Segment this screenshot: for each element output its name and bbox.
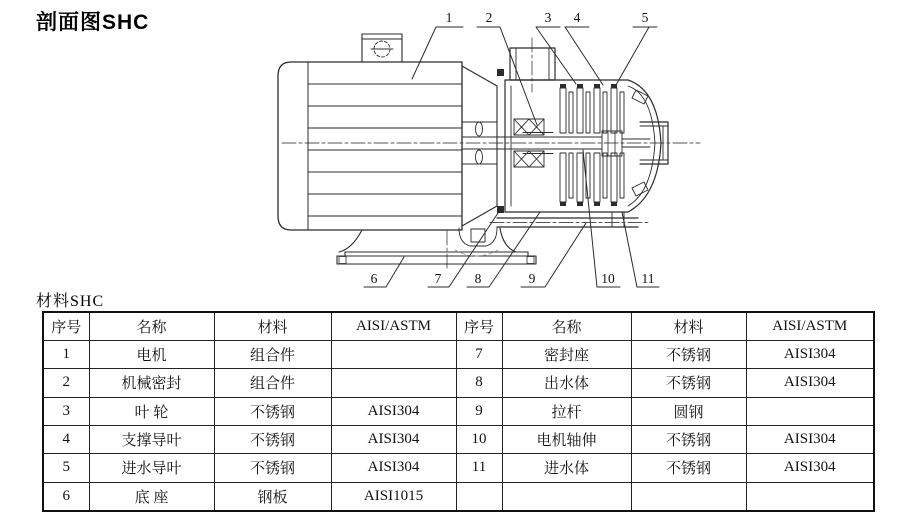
table-cell: AISI304	[746, 454, 874, 482]
end-dome	[628, 80, 661, 212]
table-cell: 进水体	[502, 454, 631, 482]
callout-11: 11	[641, 271, 655, 286]
table-header-cell: 材料	[631, 312, 746, 341]
table-cell: 不锈钢	[214, 454, 331, 482]
table-cell	[746, 482, 874, 511]
materials-table-body	[43, 341, 874, 512]
table-cell	[631, 482, 746, 511]
table-cell: AISI304	[746, 369, 874, 397]
stage-seal-rings	[497, 69, 617, 213]
table-cell: 组合件	[214, 341, 331, 369]
leader-line-2	[477, 27, 537, 125]
table-cell: 不锈钢	[631, 425, 746, 453]
table-cell: 6	[43, 482, 89, 511]
materials-table	[42, 311, 875, 512]
centerlines	[282, 38, 700, 268]
table-cell	[331, 341, 456, 369]
table-cell: AISI304	[746, 425, 874, 453]
callout-4: 4	[573, 10, 581, 25]
table-header-row	[43, 312, 874, 341]
table-cell	[456, 482, 502, 511]
table-row	[43, 341, 874, 369]
table-cell: 进水导叶	[89, 454, 214, 482]
table-cell: 电机	[89, 341, 214, 369]
table-cell: 叶 轮	[89, 397, 214, 425]
table-cell: AISI1015	[331, 482, 456, 511]
table-cell: AISI304	[331, 454, 456, 482]
motor-fins	[308, 84, 462, 216]
base-plate	[337, 228, 536, 264]
leader-line-1	[412, 27, 463, 79]
callout-8: 8	[474, 271, 482, 286]
table-cell: 5	[43, 454, 89, 482]
table-row	[43, 425, 874, 453]
motor-adapter	[462, 66, 497, 226]
table-cell: 出水体	[502, 369, 631, 397]
callout-10: 10	[601, 271, 615, 286]
table-cell: 10	[456, 425, 502, 453]
table-header-cell: 序号	[456, 312, 502, 341]
table-cell: 钢板	[214, 482, 331, 511]
table-header-cell: 名称	[502, 312, 631, 341]
table-cell: AISI304	[331, 397, 456, 425]
table-cell: 圆钢	[631, 397, 746, 425]
table-cell: 密封座	[502, 341, 631, 369]
callout-2: 2	[485, 10, 493, 25]
table-cell: 不锈钢	[631, 369, 746, 397]
table-cell: 4	[43, 425, 89, 453]
pump-shaft	[462, 131, 650, 156]
discharge-port	[510, 48, 555, 80]
callout-7: 7	[434, 271, 442, 286]
table-cell	[502, 482, 631, 511]
table-cell: AISI304	[331, 425, 456, 453]
table-cell: 1	[43, 341, 89, 369]
motor-body	[278, 34, 462, 230]
table-cell: 不锈钢	[214, 425, 331, 453]
table-header-cell: 序号	[43, 312, 89, 341]
terminal-box	[362, 34, 402, 62]
table-row	[43, 482, 874, 511]
table-cell: 机械密封	[89, 369, 214, 397]
table-row	[43, 454, 874, 482]
table-cell: AISI304	[746, 341, 874, 369]
table-row	[43, 369, 874, 397]
table-cell: 底 座	[89, 482, 214, 511]
table-header-cell: AISI/ASTM	[331, 312, 456, 341]
table-cell	[331, 369, 456, 397]
leader-line-5	[616, 27, 657, 85]
table-row	[43, 397, 874, 425]
leader-line-3	[536, 27, 576, 84]
table-cell	[746, 397, 874, 425]
callout-6: 6	[370, 271, 378, 286]
table-header-cell: AISI/ASTM	[746, 312, 874, 341]
tie-rod-rail	[497, 212, 638, 227]
table-cell: 拉杆	[502, 397, 631, 425]
table-cell: 8	[456, 369, 502, 397]
table-header-cell: 名称	[89, 312, 214, 341]
page-title: 剖面图SHC	[36, 11, 150, 34]
callout-1: 1	[445, 10, 453, 25]
table-cell: 组合件	[214, 369, 331, 397]
table-cell: 2	[43, 369, 89, 397]
table-cell: 电机轴伸	[502, 425, 631, 453]
table-cell: 不锈钢	[631, 454, 746, 482]
table-cell: 不锈钢	[214, 397, 331, 425]
table-cell: 11	[456, 454, 502, 482]
table-cell: 7	[456, 341, 502, 369]
table-cell: 9	[456, 397, 502, 425]
materials-label: 材料SHC	[36, 293, 105, 310]
table-cell: 3	[43, 397, 89, 425]
table-cell: 不锈钢	[631, 341, 746, 369]
callout-5: 5	[641, 10, 649, 25]
callout-numbers	[371, 10, 655, 286]
callout-3: 3	[544, 10, 552, 25]
leader-lines	[364, 27, 659, 287]
table-header-cell: 材料	[214, 312, 331, 341]
table-cell: 支撑导叶	[89, 425, 214, 453]
callout-9: 9	[528, 271, 536, 286]
stage-stack	[497, 69, 624, 213]
